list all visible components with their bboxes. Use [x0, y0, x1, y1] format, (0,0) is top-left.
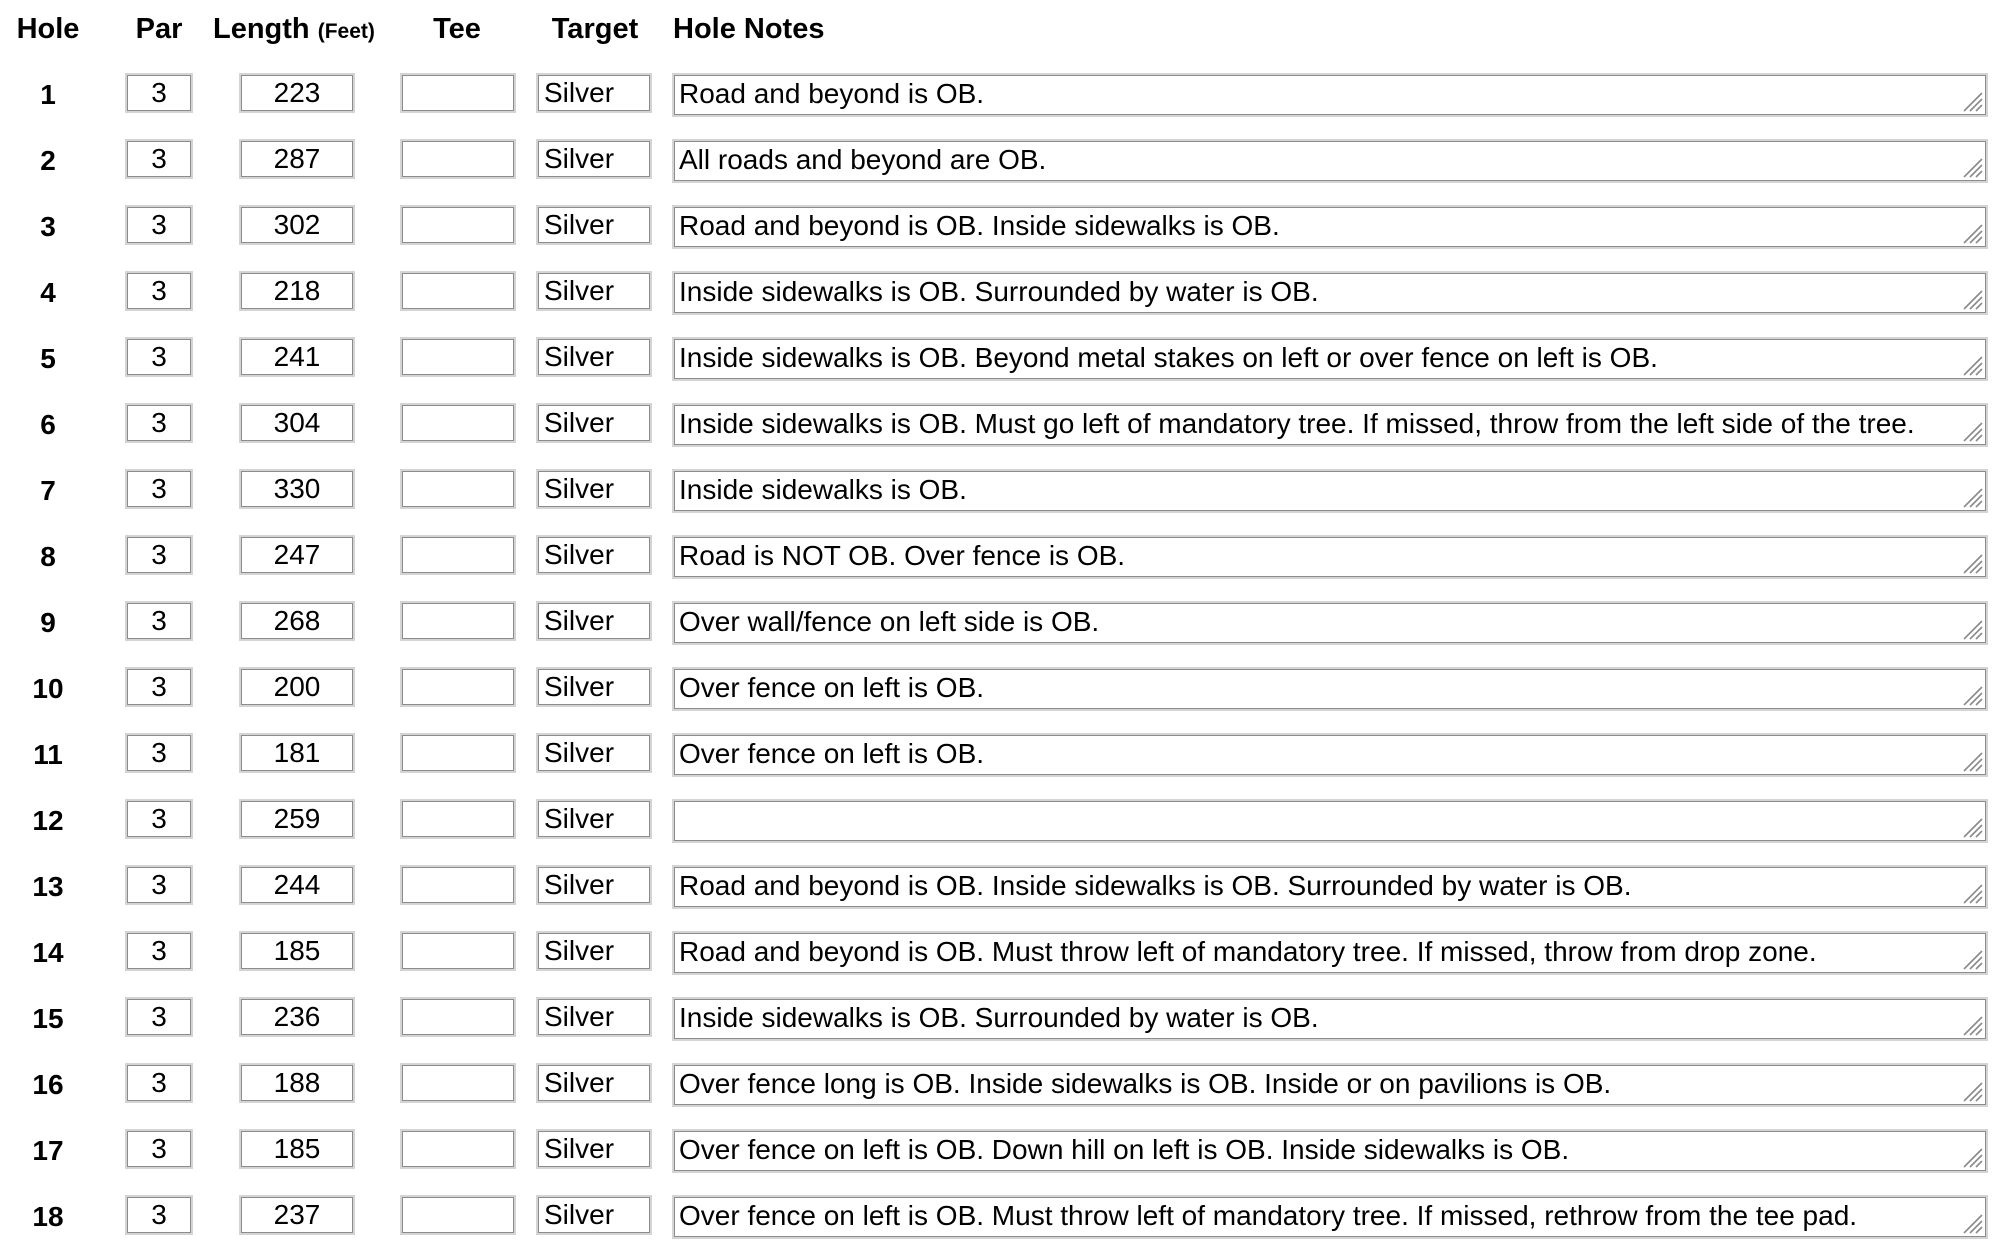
hole-number: 9 [40, 607, 56, 638]
length-input[interactable]: 237 [239, 1195, 355, 1235]
table-row [0, 733, 2002, 777]
table-header [0, 0, 2002, 62]
tee-input[interactable] [400, 931, 516, 971]
hole-notes-text: Inside sidewalks is OB. Beyond metal stakes on left or over fence on left is OB. [679, 342, 1658, 373]
hole-number: 1 [40, 79, 56, 110]
header-target: Target [551, 13, 639, 45]
par-input[interactable]: 3 [125, 1063, 193, 1103]
table-row [0, 799, 2002, 843]
hole-notes-text: Over fence on left is OB. Must throw left of mandatory tree. If missed, rethrow from the tee pad. [679, 1200, 1858, 1231]
tee-input[interactable] [400, 667, 516, 707]
tee-input[interactable] [400, 1195, 516, 1235]
table-row [0, 667, 2002, 711]
resize-handle-icon[interactable] [1960, 287, 1984, 311]
hole-notes-text: Road and beyond is OB. [679, 78, 985, 109]
length-input[interactable]: 185 [239, 1129, 355, 1169]
length-input[interactable]: 330 [239, 469, 355, 509]
par-input[interactable]: 3 [125, 403, 193, 443]
par-input[interactable]: 3 [125, 139, 193, 179]
tee-input[interactable] [400, 139, 516, 179]
hole-number: 11 [33, 739, 63, 770]
header-length [213, 11, 375, 50]
par-input[interactable]: 3 [125, 73, 193, 113]
header-par: Par [135, 13, 183, 45]
tee-input[interactable] [400, 469, 516, 509]
target-input[interactable]: Silver [536, 733, 652, 773]
tee-input[interactable] [400, 1129, 516, 1169]
par-input[interactable]: 3 [125, 601, 193, 641]
tee-input[interactable] [400, 865, 516, 905]
resize-handle-icon[interactable] [1960, 683, 1984, 707]
hole-notes-textarea[interactable] [672, 337, 1988, 381]
hole-notes-textarea[interactable] [672, 271, 1988, 315]
table-row [0, 469, 2002, 513]
target-input[interactable]: Silver [536, 469, 652, 509]
hole-notes-text: Road is NOT OB. Over fence is OB. [679, 540, 1126, 571]
table-row [0, 997, 2002, 1041]
hole-notes-textarea[interactable] [672, 1063, 1988, 1107]
par-input[interactable]: 3 [125, 337, 193, 377]
header-hole-notes: Hole Notes [673, 13, 825, 45]
hole-notes-textarea[interactable] [672, 931, 1988, 975]
header-tee: Tee [433, 13, 481, 45]
resize-handle-icon[interactable] [1960, 749, 1984, 773]
table-row [0, 403, 2002, 447]
tee-input[interactable] [400, 799, 516, 839]
table-row [0, 337, 2002, 381]
table-row [0, 205, 2002, 249]
resize-handle-icon[interactable] [1960, 221, 1984, 245]
resize-handle-icon[interactable] [1960, 353, 1984, 377]
hole-notes-textarea[interactable] [672, 601, 1988, 645]
par-input[interactable]: 3 [125, 271, 193, 311]
length-input[interactable]: 181 [239, 733, 355, 773]
hole-notes-textarea[interactable] [672, 1129, 1988, 1173]
resize-handle-icon[interactable] [1960, 1145, 1984, 1169]
table-row [0, 601, 2002, 645]
target-input[interactable]: Silver [536, 205, 652, 245]
tee-input[interactable] [400, 535, 516, 575]
hole-notes-text: Over fence on left is OB. [679, 672, 985, 703]
target-input[interactable]: Silver [536, 73, 652, 113]
target-input[interactable]: Silver [536, 535, 652, 575]
target-input[interactable]: Silver [536, 271, 652, 311]
hole-number: 18 [32, 1201, 64, 1232]
table-row [0, 1195, 2002, 1239]
hole-notes-text: Over wall/fence on left side is OB. [679, 606, 1100, 637]
hole-number: 16 [32, 1069, 64, 1100]
target-input[interactable]: Silver [536, 337, 652, 377]
hole-notes-textarea[interactable] [672, 469, 1988, 513]
tee-input[interactable] [400, 205, 516, 245]
par-input[interactable]: 3 [125, 997, 193, 1037]
resize-handle-icon[interactable] [1960, 815, 1984, 839]
hole-notes-textarea[interactable] [672, 139, 1988, 183]
tee-input[interactable] [400, 271, 516, 311]
hole-notes-textarea[interactable] [672, 535, 1988, 579]
header-hole: Hole [16, 13, 80, 45]
length-input[interactable]: 259 [239, 799, 355, 839]
hole-number: 6 [40, 409, 56, 440]
hole-notes-text: Road and beyond is OB. Inside sidewalks is OB. [679, 210, 1280, 241]
hole-number: 5 [40, 343, 56, 374]
hole-number: 10 [32, 673, 64, 704]
hole-notes-text: Over fence long is OB. Inside sidewalks is OB. Inside or on pavilions is OB. [679, 1068, 1612, 1099]
par-input[interactable]: 3 [125, 667, 193, 707]
hole-notes-text: Road and beyond is OB. Inside sidewalks is OB. Surrounded by water is OB. [679, 870, 1632, 901]
target-input[interactable]: Silver [536, 799, 652, 839]
hole-notes-text: Inside sidewalks is OB. Must go left of mandatory tree. If missed, throw from the left side of the tree. [679, 408, 1915, 439]
hole-number: 13 [32, 871, 64, 902]
par-input[interactable]: 3 [125, 931, 193, 971]
table-row [0, 73, 2002, 117]
tee-input[interactable] [400, 73, 516, 113]
target-input[interactable]: Silver [536, 139, 652, 179]
target-input[interactable]: Silver [536, 865, 652, 905]
hole-number: 12 [32, 805, 64, 836]
par-input[interactable]: 3 [125, 205, 193, 245]
length-input[interactable]: 200 [239, 667, 355, 707]
hole-number: 14 [32, 937, 64, 968]
hole-notes-text: Inside sidewalks is OB. Surrounded by water is OB. [679, 1002, 1319, 1033]
length-input[interactable]: 247 [239, 535, 355, 575]
resize-handle-icon[interactable] [1960, 1079, 1984, 1103]
hole-notes-text: All roads and beyond are OB. [679, 144, 1047, 175]
resize-handle-icon[interactable] [1960, 947, 1984, 971]
length-input[interactable]: 244 [239, 865, 355, 905]
par-input[interactable]: 3 [125, 469, 193, 509]
par-input[interactable]: 3 [125, 1195, 193, 1235]
tee-input[interactable] [400, 997, 516, 1037]
par-input[interactable]: 3 [125, 865, 193, 905]
resize-handle-icon[interactable] [1960, 155, 1984, 179]
table-row [0, 865, 2002, 909]
hole-number: 3 [40, 211, 56, 242]
length-input[interactable]: 304 [239, 403, 355, 443]
header-length-label: Length [213, 13, 310, 45]
hole-number: 4 [40, 277, 56, 308]
hole-notes-text: Over fence on left is OB. Down hill on left is OB. Inside sidewalks is OB. [679, 1134, 1570, 1165]
hole-number: 17 [32, 1135, 64, 1166]
table-row [0, 271, 2002, 315]
table-row [0, 139, 2002, 183]
hole-notes-textarea[interactable] [672, 997, 1988, 1041]
length-input[interactable]: 268 [239, 601, 355, 641]
hole-notes-text: Inside sidewalks is OB. Surrounded by water is OB. [679, 276, 1319, 307]
tee-input[interactable] [400, 337, 516, 377]
length-input[interactable]: 218 [239, 271, 355, 311]
hole-notes-textarea[interactable] [672, 205, 1988, 249]
target-input[interactable]: Silver [536, 601, 652, 641]
table-row [0, 535, 2002, 579]
hole-notes-text: Inside sidewalks is OB. [679, 474, 967, 505]
tee-input[interactable] [400, 733, 516, 773]
table-row [0, 1063, 2002, 1107]
hole-notes-textarea[interactable] [672, 1195, 1988, 1239]
par-input[interactable]: 3 [125, 1129, 193, 1169]
resize-handle-icon[interactable] [1960, 485, 1984, 509]
resize-handle-icon[interactable] [1960, 881, 1984, 905]
resize-handle-icon[interactable] [1960, 551, 1984, 575]
tee-input[interactable] [400, 601, 516, 641]
resize-handle-icon[interactable] [1960, 1211, 1984, 1235]
tee-input[interactable] [400, 403, 516, 443]
resize-handle-icon[interactable] [1960, 89, 1984, 113]
hole-number: 8 [40, 541, 56, 572]
hole-notes-textarea[interactable] [672, 733, 1988, 777]
hole-notes-text: Over fence on left is OB. [679, 738, 985, 769]
header-length-unit: (Feet) [317, 20, 375, 43]
hole-notes-textarea[interactable] [672, 865, 1988, 909]
target-input[interactable]: Silver [536, 1129, 652, 1169]
length-input[interactable]: 287 [239, 139, 355, 179]
target-input[interactable]: Silver [536, 931, 652, 971]
hole-number: 7 [40, 475, 56, 506]
tee-input[interactable] [400, 1063, 516, 1103]
length-input[interactable]: 223 [239, 73, 355, 113]
resize-handle-icon[interactable] [1960, 1013, 1984, 1037]
length-input[interactable]: 188 [239, 1063, 355, 1103]
par-input[interactable]: 3 [125, 535, 193, 575]
target-input[interactable]: Silver [536, 1063, 652, 1103]
length-input[interactable]: 185 [239, 931, 355, 971]
length-input[interactable]: 236 [239, 997, 355, 1037]
target-input[interactable]: Silver [536, 403, 652, 443]
hole-notes-text: Road and beyond is OB. Must throw left of mandatory tree. If missed, throw from drop zone. [679, 936, 1817, 967]
resize-handle-icon[interactable] [1960, 617, 1984, 641]
par-input[interactable]: 3 [125, 799, 193, 839]
length-input[interactable]: 302 [239, 205, 355, 245]
table-row [0, 931, 2002, 975]
resize-handle-icon[interactable] [1960, 419, 1984, 443]
par-input[interactable]: 3 [125, 733, 193, 773]
hole-notes-textarea[interactable] [672, 403, 1988, 447]
hole-notes-textarea[interactable] [672, 73, 1988, 117]
hole-number: 15 [32, 1003, 64, 1034]
hole-number: 2 [40, 145, 56, 176]
hole-notes-textarea[interactable] [672, 799, 1988, 843]
length-input[interactable]: 241 [239, 337, 355, 377]
target-input[interactable]: Silver [536, 997, 652, 1037]
hole-notes-textarea[interactable] [672, 667, 1988, 711]
target-input[interactable]: Silver [536, 1195, 652, 1235]
table-row [0, 1129, 2002, 1173]
target-input[interactable]: Silver [536, 667, 652, 707]
